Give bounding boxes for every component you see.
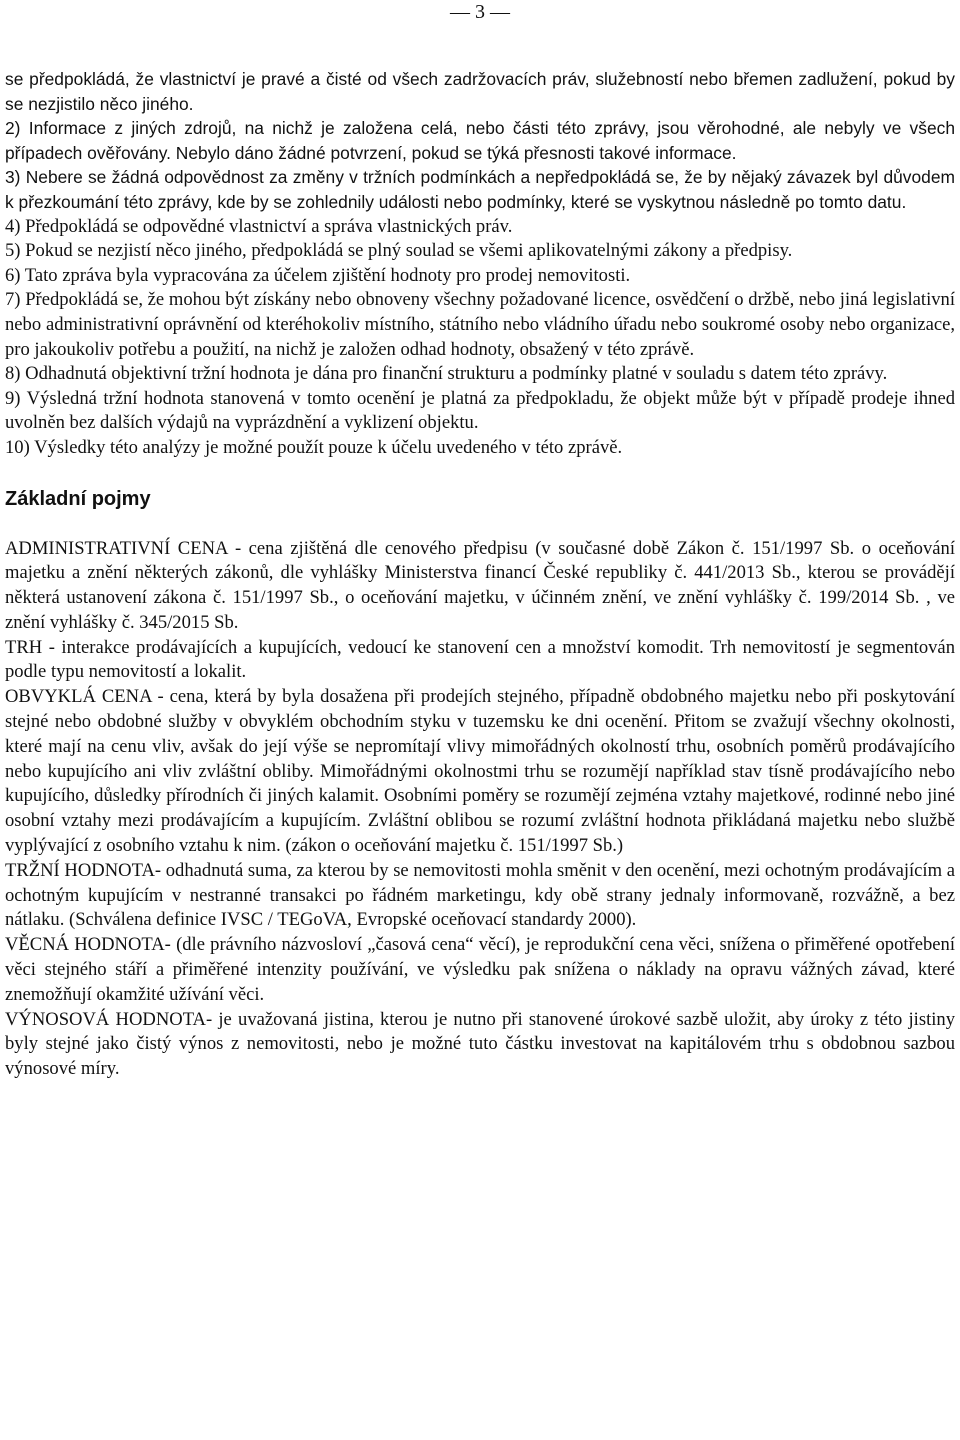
- section-heading: Základní pojmy: [5, 487, 151, 510]
- assumption-item: 6) Tato zpráva byla vypracována za účelem zjištění hodnoty pro prodej nemovitosti.: [5, 264, 631, 286]
- assumption-item: se předpokládá, že vlastnictví je pravé a čisté od všech zadržovacích práv, služebností nebo břemen zadlužení, pokud by se nezjistilo něco jiného.: [5, 69, 955, 114]
- assumption-item: 9) Výsledná tržní hodnota stanovená v tomto ocenění je platná za předpokladu, že objekt může být v případě prodeje ihned uvolněn bez dalších výdajů na vyprázdnění a vyklizení objektu.: [5, 387, 955, 434]
- definition-trh: TRH - interakce prodávajících a kupujících, vedoucí ke stanovení cen a množství komodit. Trh nemovitostí je segmentován podle typu nemovitostí a lokalit.: [5, 636, 955, 683]
- definition-vecna-hodnota: VĚCNÁ HODNOTA- (dle právního názvosloví „časová cena“ věcí), je reprodukční cena věci, snížena o přiměřené opotřebení věci stejného stáří a přiměřené intenzity používání, ve výsledku pak snížena o náklady na opravu vážných závad, které znemožňují okamžité užívání věci.: [5, 934, 955, 1005]
- assumption-item: 5) Pokud se nezjistí něco jiného, předpokládá se plný soulad se všemi aplikovatelnými zákony a předpisy.: [5, 240, 793, 262]
- assumption-item: 4) Předpokládá se odpovědné vlastnictví a správa vlastnických práv.: [5, 215, 513, 237]
- definitions-list: [5, 537, 955, 1083]
- assumption-item: 3) Nebere se žádná odpovědnost za změny v tržních podmínkách a nepředpokládá se, že by nějaký závazek byl důvodem k přezkoumání této zprávy, kde by se zohlednily události nebo podmínky, které se vyskytnou následně po tomto datu.: [5, 167, 955, 212]
- definition-administrativni-cena: ADMINISTRATIVNÍ CENA - cena zjištěná dle cenového předpisu (v současné době Zákon č. 151/1997 Sb. o oceňování majetku a znění některých zákonů, dle vyhlášky Ministerstva financí České republiky č. 441/2013 Sb., kterou se provádějí některá ustanovení zákona č. 151/1997 Sb., o oceňování majetku, v účinném znění, ve znění vyhlášky č. 199/2014 Sb. , ve znění vyhlášky č. 345/2015 Sb.: [5, 537, 955, 633]
- definition-vynosova-hodnota: VÝNOSOVÁ HODNOTA- je uvažovaná jistina, kterou je nutno při stanovené úrokové sazbě uložit, aby úroky z této jistiny byly stejné jako čistý výnos z nemovitosti, nebo je možné tuto částku investovat na kapitálovém trhu s obdobnou sazbou výnosové míry.: [5, 1008, 955, 1080]
- assumption-item: 2) Informace z jiných zdrojů, na nichž je založena celá, nebo části této zprávy, jsou věrohodné, ale nebyly ve všech případech ověřovány. Nebylo dáno žádné potvrzení, pokud se týká přesnosti takové informace.: [5, 118, 955, 163]
- definition-trzni-hodnota: TRŽNÍ HODNOTA- odhadnutá suma, za kterou by se nemovitosti mohla směnit v den ocenění, mezi ochotným prodávajícím a ochotným kupujícím v nestranné transakci po řádném marketingu, kdy obě strany jednaly informovaně, rozvážně, a bez nátlaku. (Schválena definice IVSC / TEGoVA, Evropské oceňovací standardy 2000).: [5, 859, 955, 931]
- page-number: — 3 —: [450, 1, 510, 23]
- assumptions-list: [5, 67, 955, 461]
- assumption-item: 7) Předpokládá se, že mohou být získány nebo obnoveny všechny požadované licence, osvědčení o držbě, nebo jiná legislativní nebo administrativní oprávnění od kteréhokoliv místního, státního nebo vládního úřadu nebo soukromé osoby nebo organizace, pro jakoukoliv potřebu a použití, na nichž je založen odhad hodnoty, obsažený v této zprávě.: [5, 289, 955, 360]
- assumption-item: 10) Výsledky této analýzy je možné použít pouze k účelu uvedeného v této zprávě.: [5, 436, 623, 458]
- document-body: [5, 67, 955, 1082]
- definition-obvykla-cena: OBVYKLÁ CENA - cena, která by byla dosažena při prodejích stejného, případně obdobného majetku nebo při poskytování stejné nebo obdobné služby v obvyklém obchodním styku v tuzemsku ke dni ocenění. Přitom se zvažují všechny okolnosti, které mají na cenu vliv, avšak do její výše se nepromítají vlivy mimořádných okolností trhu, osobních poměrů prodávajícího nebo kupujícího ani vliv zvláštní obliby. Mimořádnými okolnostmi trhu se rozumějí například stav tísně prodávajícího nebo kupujícího, důsledky přírodních či jiných kalamit. Osobními poměry se rozumějí zejména vztahy majetkové, rodinné nebo jiné osobní vztahy mezi prodávajícím a kupujícím. Zvláštní oblibou se rozumí zvláštní hodnota přikládaná majetku nebo službě vyplývající z osobního vztahu k nim. (zákon o oceňování majetku č. 151/1997 Sb.): [5, 686, 955, 857]
- assumption-item: 8) Odhadnutá objektivní tržní hodnota je dána pro finanční strukturu a podmínky platné v souladu s datem této zprávy.: [5, 363, 888, 385]
